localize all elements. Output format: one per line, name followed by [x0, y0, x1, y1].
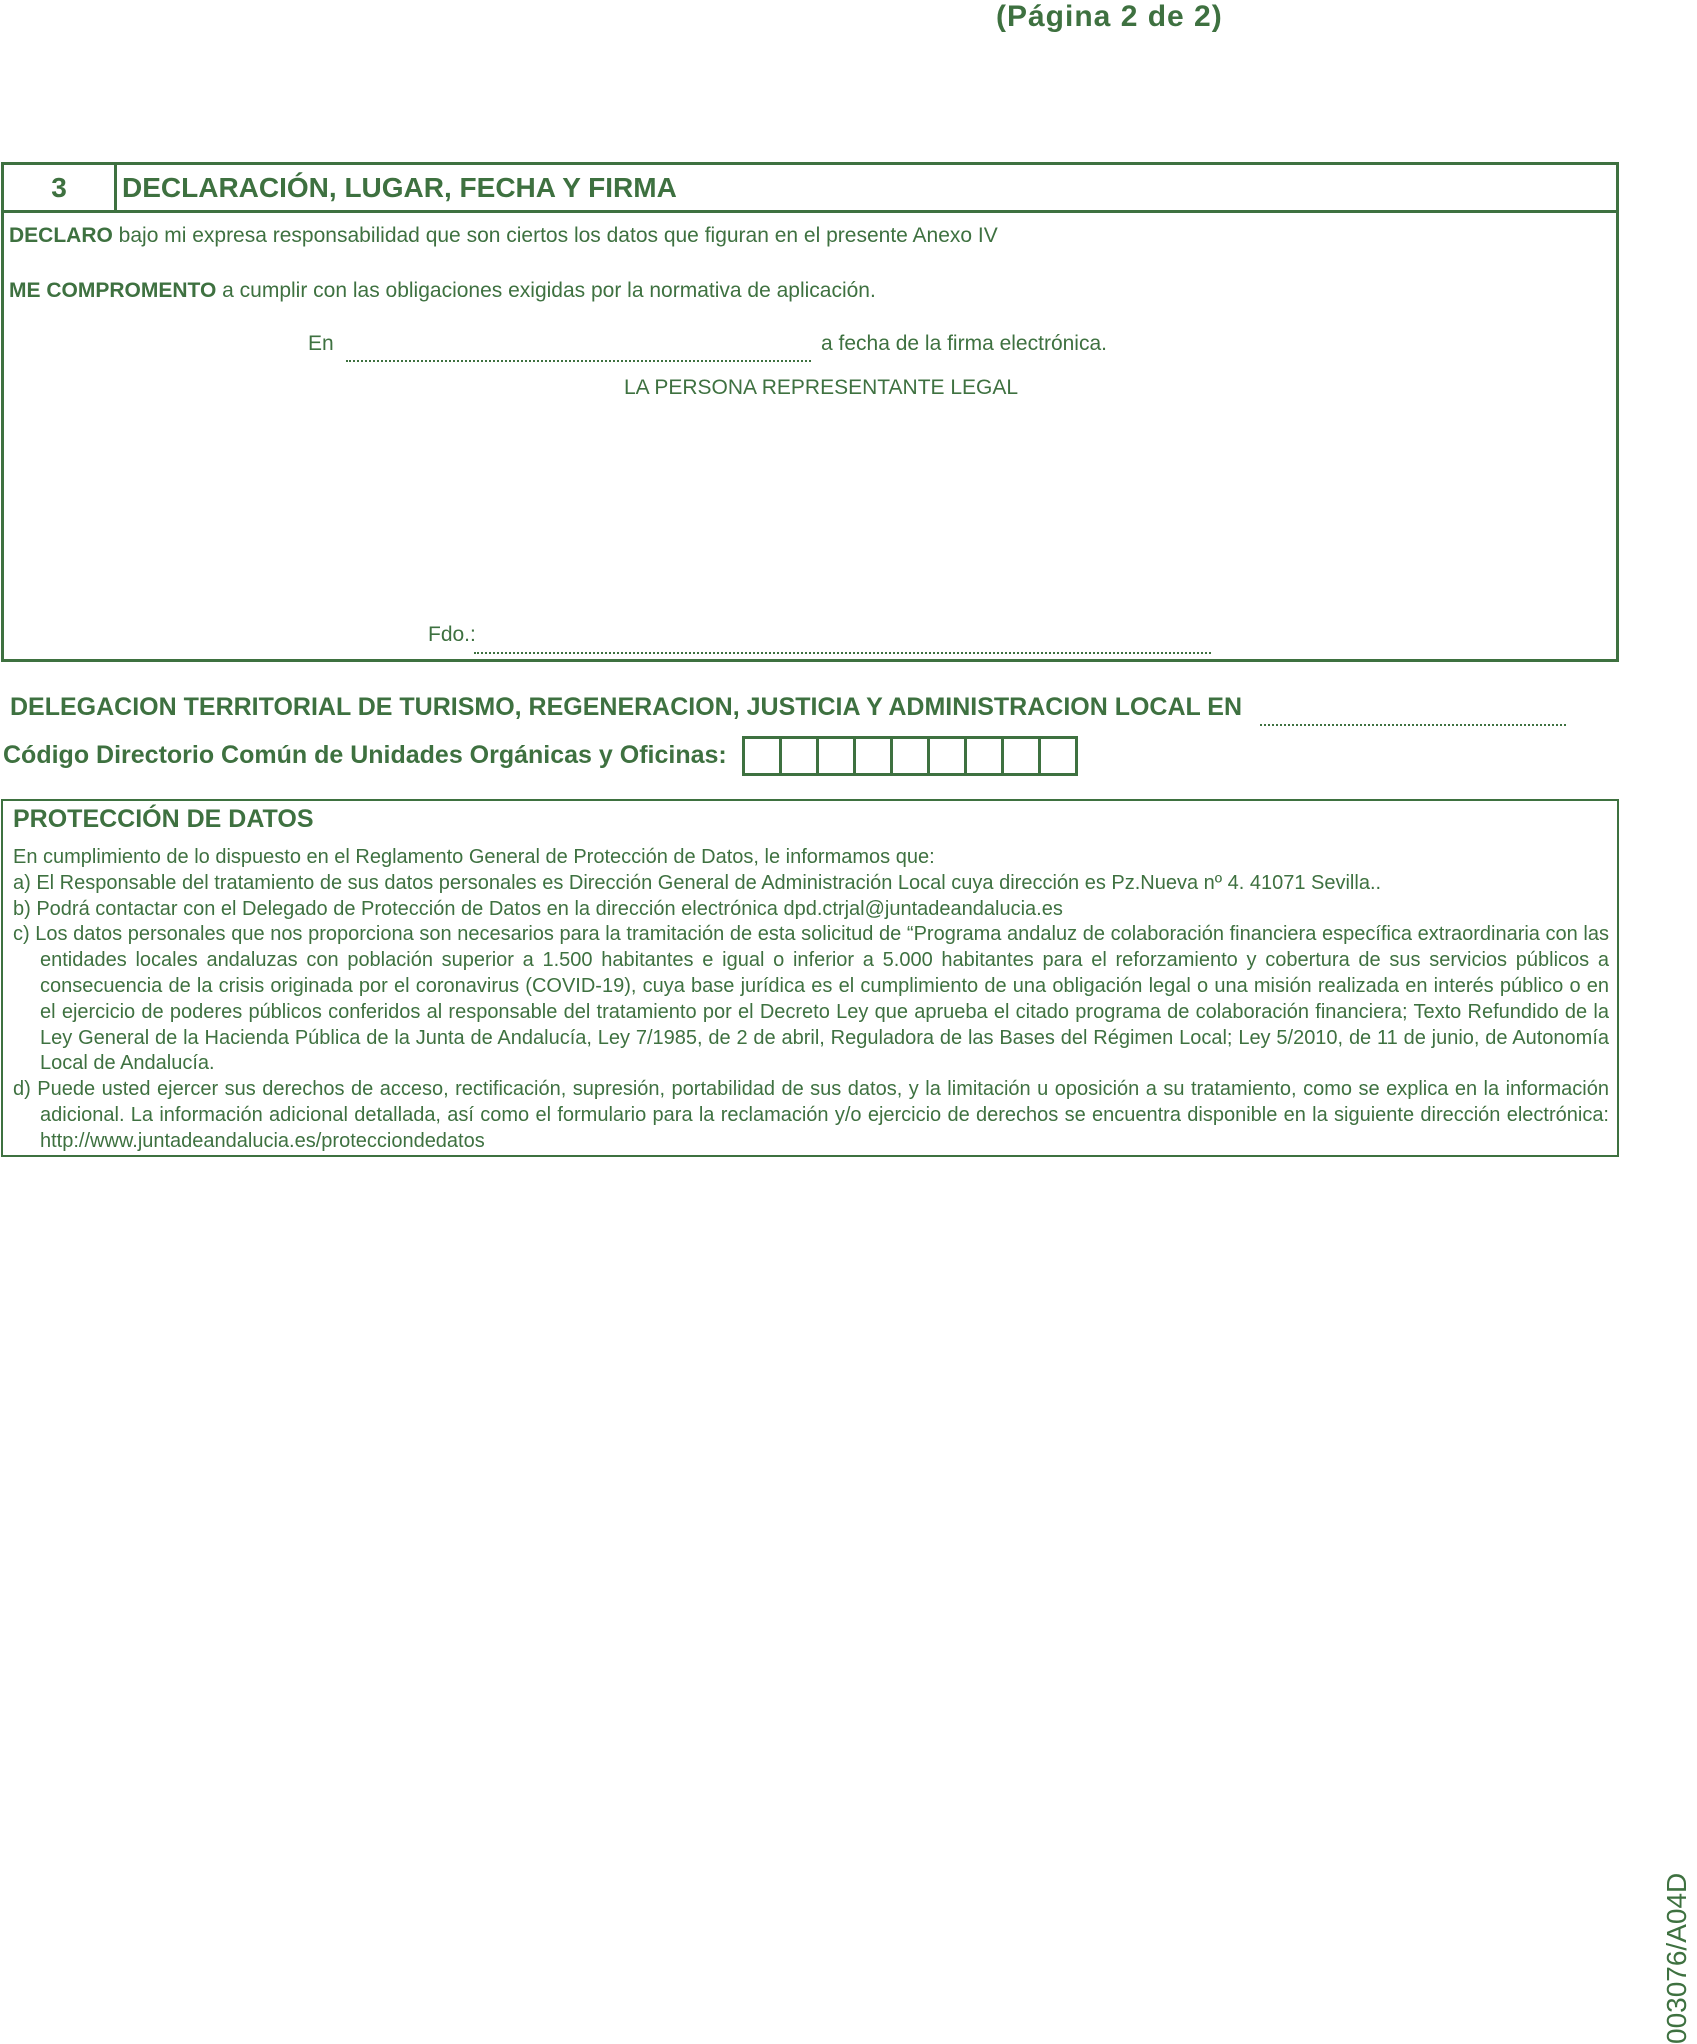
data-protection-body [13, 845, 1609, 1155]
declaro-statement [9, 224, 998, 248]
section-number: 3 [4, 165, 117, 210]
compromiso-statement [9, 279, 876, 303]
codigo-cell[interactable] [930, 739, 967, 773]
codigo-cell[interactable] [745, 739, 782, 773]
data-protection-box [1, 799, 1619, 1157]
codigo-cell[interactable] [856, 739, 893, 773]
document-code: 003076/A04D [1661, 1872, 1692, 2044]
data-protection-item: a) El Responsable del tratamiento de sus datos personales es Dirección General de Administración Local cuya dirección es Pz.Nueva nº 4. 41071 Sevilla.. [13, 871, 1382, 894]
data-protection-item: c) Los datos personales que nos proporciona son necesarios para la tramitación de esta solicitud de “Programa andaluz de colaboración financiera específica extraordinaria con las entidades locales andaluzas con población superior a 1.500 habitantes e igual o inferior a 5.000 habitantes para el reforzamiento y cobertura de sus servicios públicos a consecuencia de la crisis originada por el coronavirus (COVID-19), cuya base jurídica es el cumplimiento de una obligación legal o una misión realizada en interés público o en el ejercicio de poderes públicos conferidos al responsable del tratamiento por el Decreto Ley que aprueba el citado programa de colaboración financiera; Texto Refundido de la Ley General de la Hacienda Pública de la Junta de Andalucía, Ley 7/1985, de 2 de abril, Reguladora de las Bases del Régimen Local; Ley 5/2010, de 11 de junio, de Autonomía Local de Andalucía. [13, 923, 1609, 1075]
codigo-cell[interactable] [893, 739, 930, 773]
section-3-declaration [1, 162, 1619, 662]
codigo-label: Código Directorio Común de Unidades Orgánicas y Oficinas: [3, 741, 727, 769]
data-protection-title: PROTECCIÓN DE DATOS [13, 805, 314, 833]
declaro-keyword: DECLARO [9, 224, 113, 247]
codigo-cell[interactable] [967, 739, 1004, 773]
codigo-cells [742, 736, 1078, 776]
data-protection-item: b) Podrá contactar con el Delegado de Protección de Datos en la dirección electrónica dpd.ctrjal@juntadeandalucia.es [13, 897, 1063, 920]
compromiso-keyword: ME COMPROMENTO [9, 279, 217, 302]
data-protection-intro: En cumplimiento de lo dispuesto en el Reglamento General de Protección de Datos, le informamos que: [13, 846, 935, 868]
compromiso-text: a cumplir con las obligaciones exigidas por la normativa de aplicación. [216, 279, 876, 302]
signer-label: LA PERSONA REPRESENTANTE LEGAL [624, 376, 1019, 399]
fdo-label: Fdo.: [428, 623, 476, 646]
codigo-cell[interactable] [1041, 739, 1075, 773]
en-place-field[interactable] [346, 360, 811, 362]
section-3-header [4, 165, 1616, 213]
section-title: DECLARACIÓN, LUGAR, FECHA Y FIRMA [122, 172, 677, 203]
data-protection-item: d) Puede usted ejercer sus derechos de acceso, rectificación, supresión, portabilidad de sus datos, y la limitación u oposición a su tratamiento, como se explica en la información adicional. La información adicional detallada, así como el formulario para la reclamación y/o ejercicio de derechos se encuentra disponible en la siguiente dirección electrónica: http://www.juntadeandalucia.es/protecciondedatos [13, 1078, 1609, 1152]
signature-field[interactable] [474, 652, 1211, 654]
codigo-cell[interactable] [819, 739, 856, 773]
fecha-text: a fecha de la firma electrónica. [821, 332, 1107, 355]
delegacion-label: DELEGACION TERRITORIAL DE TURISMO, REGENERACION, JUSTICIA Y ADMINISTRACION LOCAL EN [10, 693, 1243, 721]
en-label: En [308, 332, 334, 355]
page-number: (Página 2 de 2) [996, 0, 1223, 33]
codigo-cell[interactable] [1004, 739, 1041, 773]
delegacion-field[interactable] [1260, 724, 1566, 726]
declaro-text: bajo mi expresa responsabilidad que son ciertos los datos que figuran en el presente Anexo IV [112, 224, 998, 247]
codigo-cell[interactable] [782, 739, 819, 773]
